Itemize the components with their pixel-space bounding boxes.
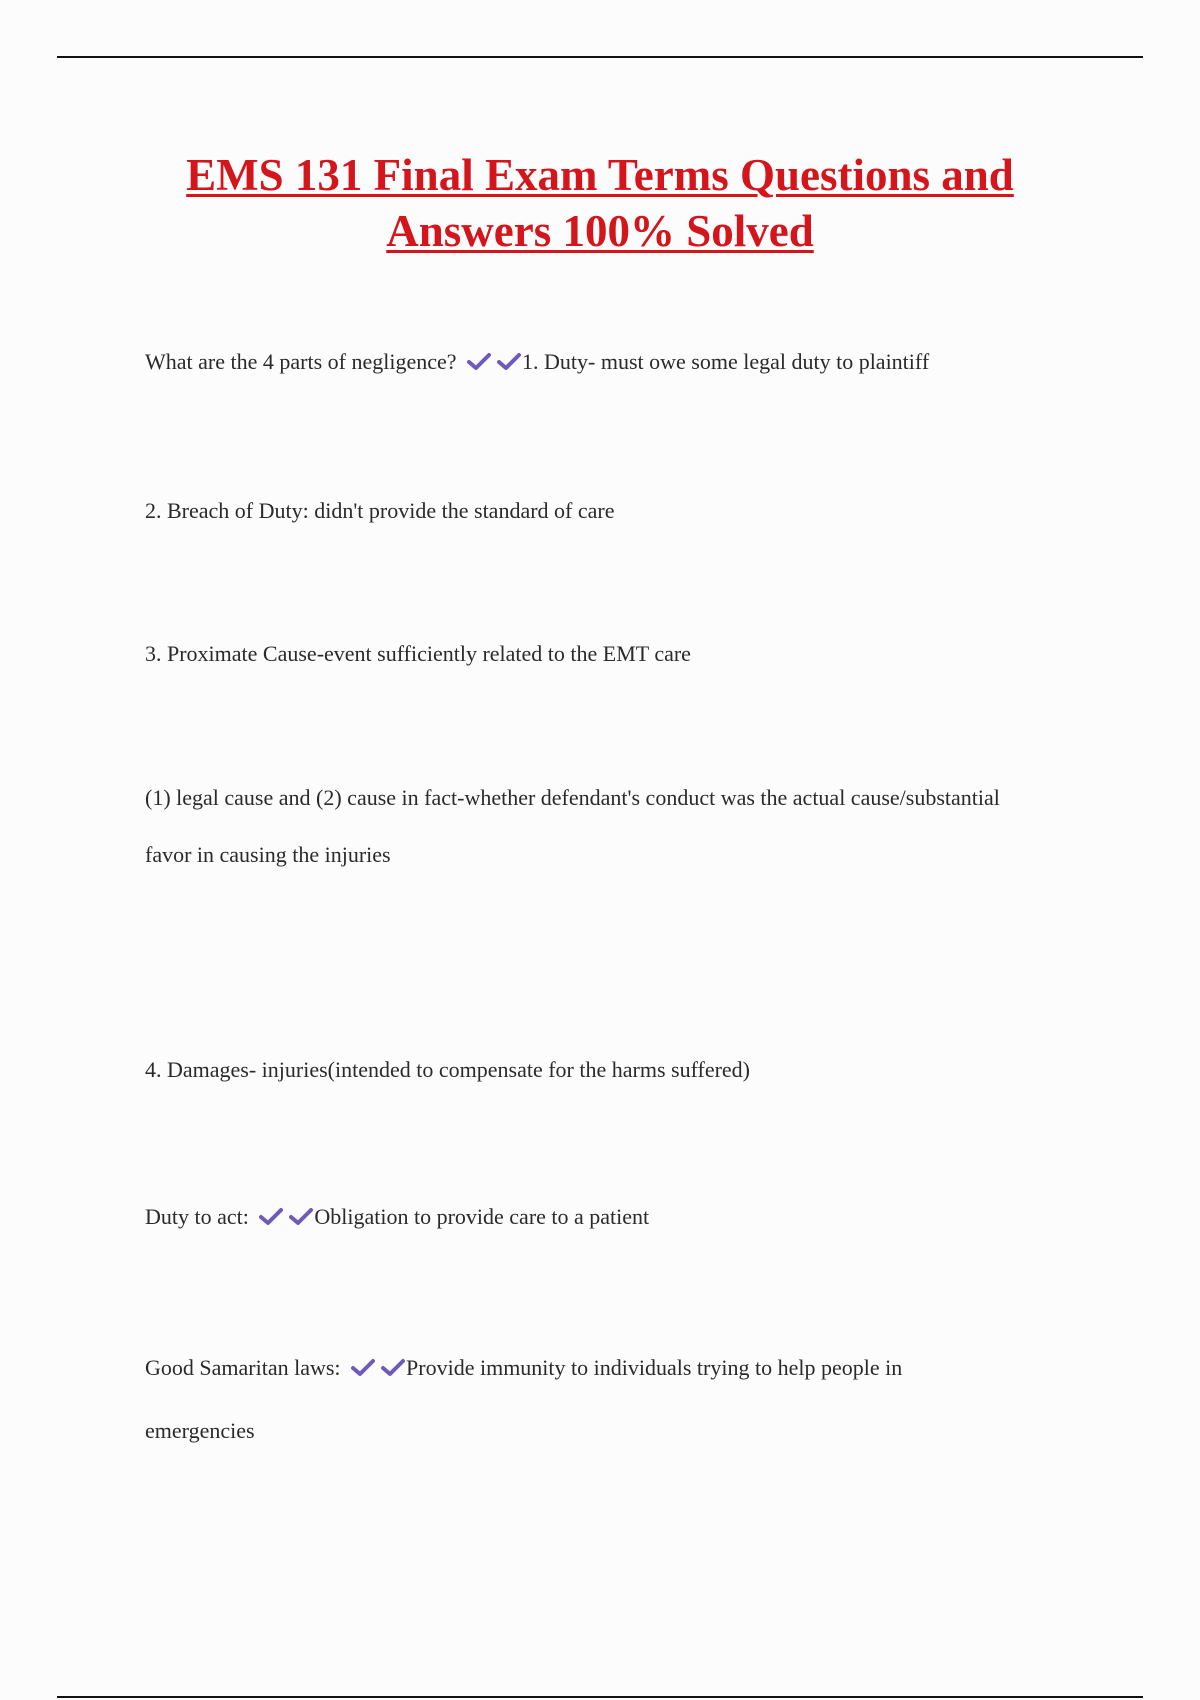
document-title — [0, 147, 1200, 259]
check-icon — [350, 1358, 376, 1378]
top-rule — [57, 56, 1143, 58]
qa-negligence — [145, 348, 929, 376]
check-icon — [466, 352, 492, 372]
list-item: favor in causing the injuries — [145, 842, 391, 867]
answer-text: 1. Duty- must owe some legal duty to plaintiff — [522, 349, 930, 374]
check-icon — [380, 1358, 406, 1378]
check-icon — [496, 352, 522, 372]
qa-good-samaritan — [145, 1354, 902, 1382]
question-text: Duty to act: — [145, 1204, 249, 1229]
title-line-1: EMS 131 Final Exam Terms Questions and — [186, 150, 1014, 200]
bottom-rule — [57, 1696, 1143, 1698]
list-item: (1) legal cause and (2) cause in fact-whether defendant's conduct was the actual cause/substantial — [145, 785, 1000, 810]
check-icon — [258, 1207, 284, 1227]
question-text: Good Samaritan laws: — [145, 1355, 341, 1380]
check-icon — [288, 1207, 314, 1227]
list-item: 2. Breach of Duty: didn't provide the standard of care — [145, 498, 615, 523]
question-text: What are the 4 parts of negligence? — [145, 349, 457, 374]
qa-duty-to-act — [145, 1203, 649, 1231]
answer-text: Provide immunity to individuals trying to help people in — [406, 1355, 903, 1380]
answer-text: Obligation to provide care to a patient — [314, 1204, 650, 1229]
list-item: 4. Damages- injuries(intended to compensate for the harms suffered) — [145, 1057, 750, 1082]
answer-continuation: emergencies — [145, 1418, 255, 1443]
title-line-2: Answers 100% Solved — [386, 206, 814, 256]
list-item: 3. Proximate Cause-event sufficiently related to the EMT care — [145, 641, 691, 666]
